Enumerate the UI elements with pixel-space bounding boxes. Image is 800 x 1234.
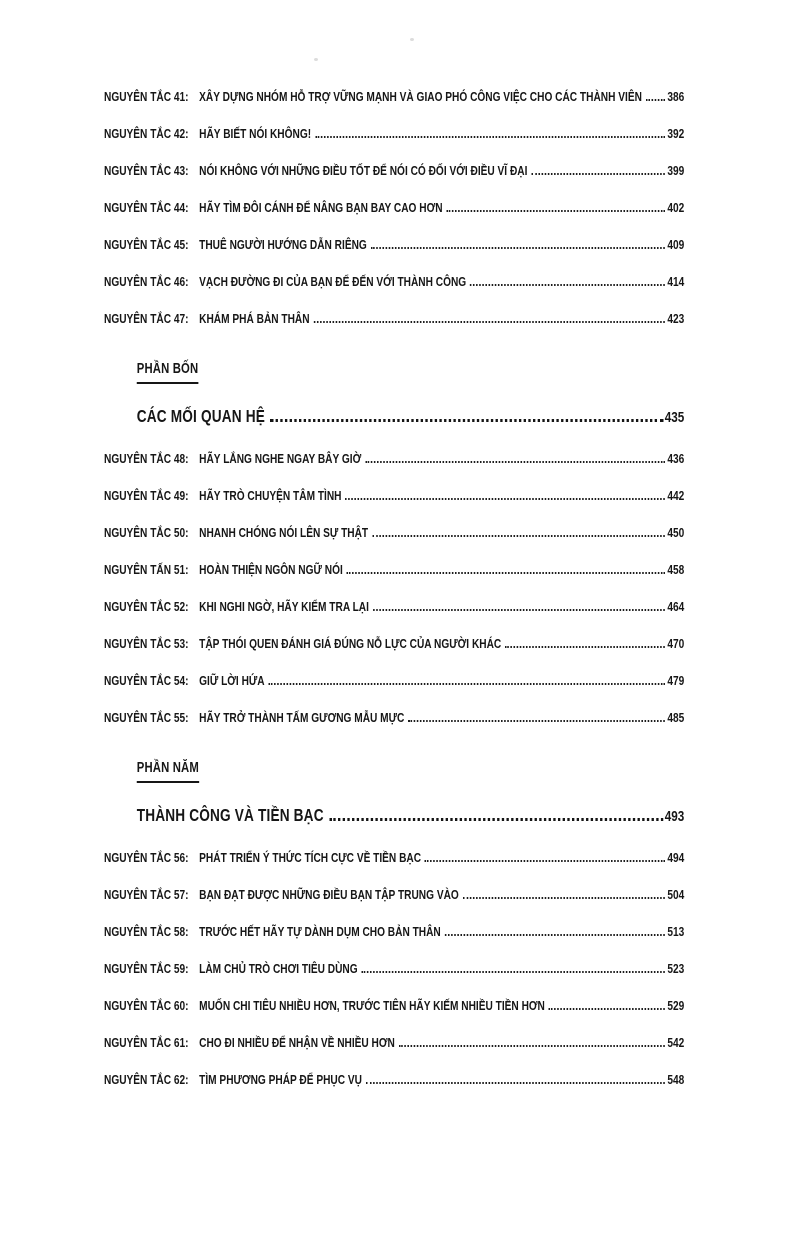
toc-entry-title: LÀM CHỦ TRÒ CHƠI TIÊU DÙNG (199, 961, 358, 976)
toc-entry-label: NGUYÊN TẮC 44: (104, 200, 189, 215)
dot-leader (408, 720, 665, 722)
toc-entry-title: HÃY TRỞ THÀNH TẤM GƯƠNG MẪU MỰC (199, 710, 405, 725)
part-title: THÀNH CÔNG VÀ TIỀN BẠC (136, 805, 324, 825)
toc-entry (104, 557, 684, 583)
part-label: PHẦN BỐN (137, 358, 199, 384)
toc-entry-page: 464 (667, 599, 685, 614)
dot-leader (446, 210, 665, 212)
dot-leader (549, 1008, 665, 1010)
toc-entry (104, 919, 684, 945)
dot-leader (646, 99, 665, 101)
toc-entry-page: 485 (667, 710, 685, 725)
dot-leader (269, 683, 666, 685)
dot-leader (373, 609, 665, 611)
toc-entry-label: NGUYÊN TẮC 60: (104, 998, 189, 1013)
table-of-contents (104, 84, 684, 1104)
toc-entry-title: MUỐN CHI TIÊU NHIỀU HƠN, TRƯỚC TIÊN HÃY KIẾM NHIỀU TIỀN HƠN (199, 998, 545, 1013)
toc-entry-page: 423 (667, 311, 685, 326)
part-header (104, 757, 684, 783)
toc-entry (104, 121, 684, 147)
toc-entry-label: NGUYÊN TẮC 58: (104, 924, 189, 939)
toc-entry-title: NHANH CHÓNG NÓI LÊN SỰ THẬT (199, 525, 369, 540)
toc-entry (104, 668, 684, 694)
toc-entry-label: NGUYÊN TẮC 48: (104, 451, 189, 466)
dot-leader (371, 247, 665, 249)
toc-entry-label: NGUYÊN TẮC 62: (104, 1072, 189, 1087)
toc-entry-page: 548 (667, 1072, 685, 1087)
dot-leader (372, 535, 665, 537)
toc-entry-title: HOÀN THIỆN NGÔN NGỮ NÓI (199, 562, 343, 577)
toc-entry-label: NGUYÊN TẮC 42: (104, 126, 189, 141)
toc-entry-title: XÂY DỰNG NHÓM HỖ TRỢ VỮNG MẠNH VÀ GIAO PHÓ CÔNG VIỆC CHO CÁC THÀNH VIÊN (199, 89, 642, 104)
toc-entry (104, 956, 684, 982)
dot-leader (505, 646, 665, 648)
toc-entry-title: TẬP THÓI QUEN ĐÁNH GIÁ ĐÚNG NỖ LỰC CỦA NGƯỜI KHÁC (199, 636, 502, 651)
dot-leader (329, 818, 663, 821)
toc-entry-label: NGUYÊN TẮC 61: (104, 1035, 189, 1050)
toc-entry (104, 483, 684, 509)
toc-entry-label: NGUYÊN TẮC 57: (104, 887, 189, 902)
toc-entry-title: HÃY LẮNG NGHE NGAY BÂY GIỜ (199, 451, 362, 466)
toc-entry-page: 409 (667, 237, 685, 252)
toc-entry-page: 542 (667, 1035, 685, 1050)
toc-entry-title: BẠN ĐẠT ĐƯỢC NHỮNG ĐIỀU BẠN TẬP TRUNG VÀO (199, 887, 459, 902)
toc-entry-label: NGUYÊN TẮC 50: (104, 525, 189, 540)
toc-entry-title: VẠCH ĐƯỜNG ĐI CỦA BẠN ĐỂ ĐẾN VỚI THÀNH CÔNG (199, 274, 467, 289)
dot-leader (270, 419, 663, 422)
toc-entry-label: NGUYÊN TẮC 53: (104, 636, 189, 651)
toc-entry-title: HÃY BIẾT NÓI KHÔNG! (199, 126, 312, 141)
toc-entry-page: 436 (667, 451, 685, 466)
toc-entry-label: NGUYÊN TẮC 54: (104, 673, 189, 688)
toc-entry-title: CHO ĐI NHIỀU ĐỂ NHẬN VỀ NHIỀU HƠN (199, 1035, 395, 1050)
toc-entry-label: NGUYÊN TẮC 47: (104, 311, 189, 326)
part-label: PHẦN NĂM (137, 757, 199, 783)
toc-entry-page: 513 (667, 924, 685, 939)
toc-entry-page: 523 (667, 961, 685, 976)
dot-leader (362, 971, 665, 973)
part-page: 493 (664, 808, 685, 825)
toc-entry-page: 494 (667, 850, 685, 865)
toc-entry-label: NGUYÊN TẮC 52: (104, 599, 189, 614)
toc-entry-title: HÃY TÌM ĐÔI CÁNH ĐỂ NÂNG BẠN BAY CAO HƠN (199, 200, 443, 215)
dot-leader (531, 173, 665, 175)
toc-entry (104, 269, 684, 295)
toc-entry-page: 450 (667, 525, 685, 540)
toc-entry (104, 705, 684, 731)
toc-entry-page: 479 (667, 673, 685, 688)
dot-leader (425, 860, 665, 862)
dot-leader (366, 1082, 665, 1084)
dot-leader (313, 321, 665, 323)
toc-entry-label: NGUYÊN TẤN 51: (104, 562, 189, 577)
toc-entry-label: NGUYÊN TẮC 55: (104, 710, 189, 725)
toc-entry (104, 84, 684, 110)
toc-entry-label: NGUYÊN TẮC 59: (104, 961, 189, 976)
part-title-row (104, 402, 684, 432)
dot-leader (399, 1045, 665, 1047)
toc-entry (104, 446, 684, 472)
dot-leader (365, 461, 665, 463)
toc-entry-label: NGUYÊN TẮC 41: (104, 89, 189, 104)
part-header (104, 358, 684, 384)
toc-entry (104, 845, 684, 871)
toc-entry (104, 993, 684, 1019)
part-page: 435 (664, 409, 685, 426)
toc-entry-page: 458 (667, 562, 685, 577)
toc-entry-title: KHI NGHI NGỜ, HÃY KIỂM TRA LẠI (199, 599, 369, 614)
dot-leader (463, 897, 665, 899)
toc-entry-title: TRƯỚC HẾT HÃY TỰ DÀNH DỤM CHO BẢN THÂN (199, 924, 441, 939)
toc-entry (104, 1067, 684, 1093)
part-title: CÁC MỐI QUAN HỆ (136, 406, 265, 426)
toc-entry-title: PHÁT TRIỂN Ý THỨC TÍCH CỰC VỀ TIỀN BẠC (199, 850, 422, 865)
toc-entry (104, 882, 684, 908)
scan-artifact (410, 38, 414, 41)
dot-leader (445, 934, 665, 936)
toc-entry-title: TÌM PHƯƠNG PHÁP ĐỂ PHỤC VỤ (199, 1072, 362, 1087)
toc-entry-label: NGUYÊN TẮC 45: (104, 237, 189, 252)
toc-entry (104, 158, 684, 184)
toc-entry (104, 520, 684, 546)
dot-leader (345, 498, 665, 500)
toc-entry-page: 402 (667, 200, 685, 215)
toc-entry-title: NÓI KHÔNG VỚI NHỮNG ĐIỀU TỐT ĐỂ NÓI CÓ ĐỐI VỚI ĐIỀU VĨ ĐẠI (199, 163, 528, 178)
dot-leader (347, 572, 665, 574)
toc-entry-title: GIỮ LỜI HỨA (199, 673, 265, 688)
toc-entry-page: 386 (667, 89, 685, 104)
toc-entry-label: NGUYÊN TẮC 56: (104, 850, 189, 865)
toc-entry-title: THUÊ NGƯỜI HƯỚNG DẪN RIÊNG (199, 237, 367, 252)
dot-leader (315, 136, 665, 138)
toc-entry-page: 392 (667, 126, 685, 141)
toc-entry-page: 504 (667, 887, 685, 902)
toc-entry-page: 470 (667, 636, 685, 651)
toc-entry-title: HÃY TRÒ CHUYỆN TÂM TÌNH (199, 488, 342, 503)
toc-entry-page: 399 (667, 163, 685, 178)
part-title-row (104, 801, 684, 831)
toc-entry-label: NGUYÊN TẮC 46: (104, 274, 189, 289)
toc-entry-label: NGUYÊN TẮC 49: (104, 488, 189, 503)
toc-entry-label: NGUYÊN TẮC 43: (104, 163, 189, 178)
toc-entry (104, 1030, 684, 1056)
toc-entry-title: KHÁM PHÁ BẢN THÂN (199, 311, 310, 326)
toc-entry (104, 631, 684, 657)
toc-entry (104, 594, 684, 620)
scan-artifact (314, 58, 318, 61)
toc-entry (104, 195, 684, 221)
toc-entry-page: 442 (667, 488, 685, 503)
dot-leader (470, 284, 665, 286)
toc-entry-page: 414 (667, 274, 685, 289)
toc-entry-page: 529 (667, 998, 685, 1013)
toc-entry (104, 306, 684, 332)
toc-entry (104, 232, 684, 258)
